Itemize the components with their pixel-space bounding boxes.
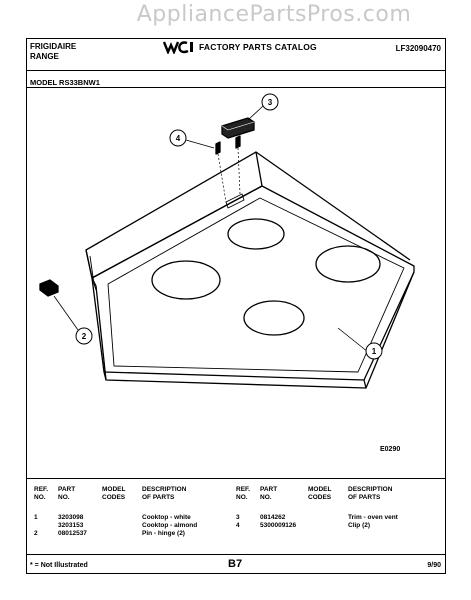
part-number-cell: 0814262 xyxy=(260,514,286,521)
parts-table-right xyxy=(236,486,434,530)
footer-divider xyxy=(26,554,446,555)
model-code-cell xyxy=(102,514,142,522)
ref-cell: 3 xyxy=(236,514,240,521)
parts-table-header xyxy=(34,486,228,502)
callout-1 xyxy=(366,343,382,359)
ref-header: REF. NO. xyxy=(34,486,49,501)
header-divider xyxy=(26,70,446,71)
callout-2-label: 2 xyxy=(81,332,87,341)
burner-opening-front-left xyxy=(152,261,220,299)
burner-opening-rear-left xyxy=(228,219,284,249)
table-row xyxy=(34,522,228,530)
description-cell: Clip (2) xyxy=(348,522,371,529)
description-cell: Cooktop - almond xyxy=(142,522,198,529)
cooktop-backsplash xyxy=(86,152,262,278)
part-number-cell: 3203098 xyxy=(58,514,84,521)
clip-right xyxy=(236,136,240,148)
ref-cell xyxy=(34,522,58,530)
callout-4-label: 4 xyxy=(175,134,181,143)
callout-3-label: 3 xyxy=(267,98,273,107)
revision-date: 9/90 xyxy=(427,562,441,569)
table-row xyxy=(236,514,434,522)
model-header: MODEL CODES xyxy=(102,486,126,501)
burner-opening-front-right xyxy=(244,301,304,335)
brand-name: FRIGIDAIRE xyxy=(30,42,77,51)
ref-cell: 1 xyxy=(34,514,38,521)
model-code-cell xyxy=(102,522,142,530)
callout-2 xyxy=(76,328,92,344)
parts-table-header xyxy=(236,486,434,502)
catalog-number: LF32090470 xyxy=(395,44,441,53)
ref-header: REF. NO. xyxy=(236,486,251,501)
part-header: PART NO. xyxy=(58,486,76,501)
oven-vent-trim xyxy=(222,118,254,138)
product-type: RANGE xyxy=(30,52,59,61)
description-cell: Pin - hinge (2) xyxy=(142,530,185,537)
description-header: DESCRIPTION OF PARTS xyxy=(348,486,393,501)
model-code-cell xyxy=(102,530,142,538)
burner-opening-rear-right xyxy=(316,246,380,282)
callout-3 xyxy=(262,94,278,110)
description-cell: Cooktop - white xyxy=(142,514,191,521)
parts-table-left xyxy=(34,486,228,538)
description-cell: Trim - oven vent xyxy=(348,514,398,521)
part-number-cell: 3203153 xyxy=(58,522,84,529)
callout-4 xyxy=(170,130,186,146)
model-label: MODEL RS33BNW1 xyxy=(30,78,100,87)
brand-block xyxy=(30,42,76,62)
table-row xyxy=(236,522,434,530)
ref-cell: 2 xyxy=(34,530,38,537)
model-code-cell xyxy=(308,522,348,530)
hinge-pin xyxy=(40,280,58,296)
page-number: B7 xyxy=(228,558,243,570)
table-row xyxy=(34,514,228,522)
part-number-cell: 5300009126 xyxy=(260,522,297,529)
model-divider xyxy=(26,87,446,88)
description-header: DESCRIPTION OF PARTS xyxy=(142,486,187,501)
model-header: MODEL CODES xyxy=(308,486,332,501)
wci-logo-icon xyxy=(163,40,197,54)
part-header: PART NO. xyxy=(260,486,278,501)
table-row xyxy=(34,530,228,538)
parts-table-top-divider xyxy=(26,478,446,479)
part-number-cell: 08012537 xyxy=(58,530,87,537)
exploded-parts-diagram xyxy=(26,90,446,462)
callout-1-label: 1 xyxy=(371,347,377,356)
model-code-cell xyxy=(308,514,348,522)
logo-caption: FACTORY PARTS CATALOG xyxy=(199,42,317,52)
wci-logo xyxy=(163,40,317,54)
ref-cell: 4 xyxy=(236,522,240,529)
clip-left xyxy=(216,142,220,154)
watermark: AppliancePartsPros.com xyxy=(136,2,412,27)
footnote: * = Not Illustrated xyxy=(30,562,88,569)
drawing-code: E0290 xyxy=(380,446,401,453)
